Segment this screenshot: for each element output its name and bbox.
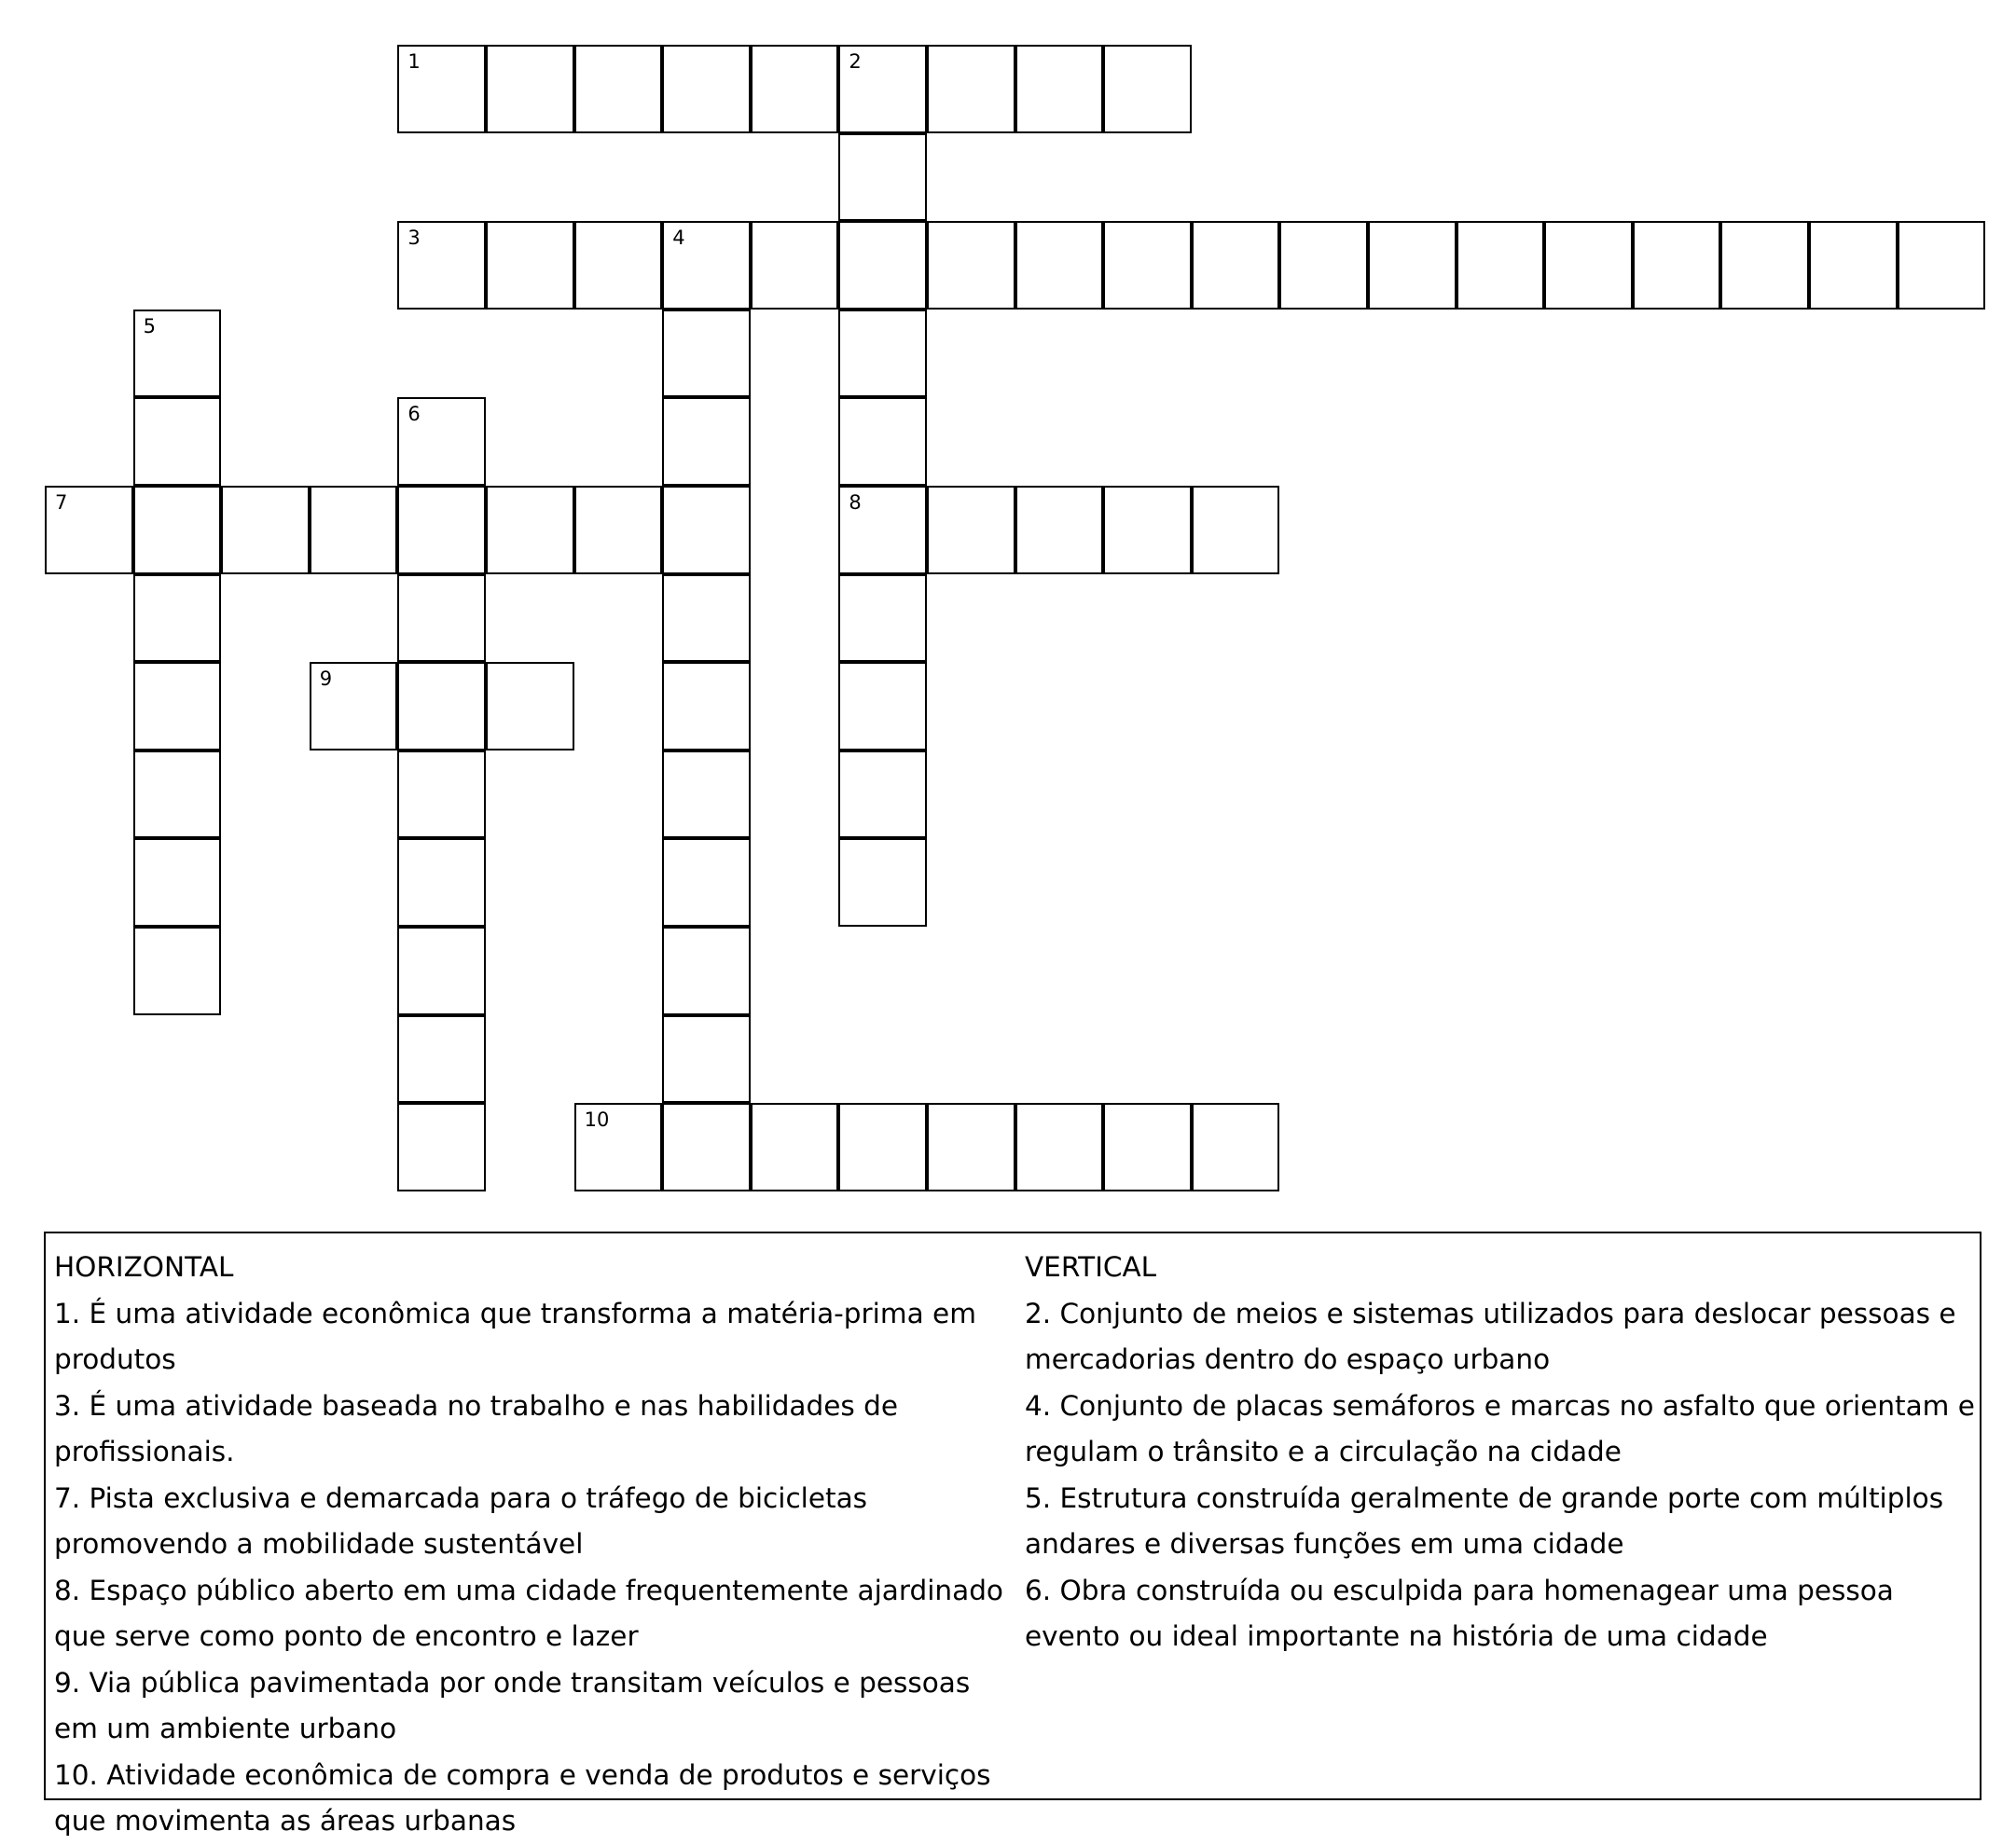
grid-cell[interactable] bbox=[397, 838, 486, 927]
grid-cell[interactable] bbox=[397, 1015, 486, 1104]
grid-cell[interactable] bbox=[838, 662, 927, 750]
grid-cell[interactable] bbox=[486, 662, 574, 750]
vertical-heading: VERTICAL bbox=[1025, 1251, 1157, 1283]
grid-cell[interactable] bbox=[838, 1103, 927, 1191]
grid-cell[interactable] bbox=[133, 574, 222, 663]
grid-cell[interactable] bbox=[133, 486, 222, 574]
grid-cell[interactable] bbox=[838, 45, 927, 133]
clue-number: 7 bbox=[55, 491, 68, 514]
grid-cell[interactable] bbox=[45, 486, 133, 574]
clue-horizontal-3: 3. É uma atividade baseada no trabalho e nas habilidades de profissionais. bbox=[54, 1389, 899, 1467]
grid-cell[interactable] bbox=[662, 397, 751, 486]
grid-cell[interactable] bbox=[1103, 221, 1192, 310]
grid-cell[interactable] bbox=[1720, 221, 1809, 310]
grid-cell[interactable] bbox=[1192, 221, 1280, 310]
grid-cell[interactable] bbox=[838, 397, 927, 486]
grid-cell[interactable] bbox=[574, 45, 663, 133]
grid-cell[interactable] bbox=[1368, 221, 1457, 310]
clue-vertical-2: 2. Conjunto de meios e sistemas utilizados para deslocar pessoas e mercadorias dentro do espaço urbano bbox=[1025, 1297, 1956, 1375]
clue-number: 3 bbox=[407, 227, 421, 250]
grid-cell[interactable] bbox=[1103, 45, 1192, 133]
grid-cell[interactable] bbox=[397, 927, 486, 1015]
grid-cell[interactable] bbox=[1633, 221, 1721, 310]
grid-cell[interactable] bbox=[133, 310, 222, 398]
grid-cell[interactable] bbox=[1103, 486, 1192, 574]
grid-cell[interactable] bbox=[751, 1103, 839, 1191]
grid-cell[interactable] bbox=[221, 486, 310, 574]
grid-cell[interactable] bbox=[1015, 45, 1104, 133]
grid-cell[interactable] bbox=[1015, 1103, 1104, 1191]
clue-horizontal-8: 8. Espaço público aberto em uma cidade frequentemente ajardinado que serve como ponto de encontro e lazer bbox=[54, 1574, 1003, 1652]
grid-cell[interactable] bbox=[1544, 221, 1633, 310]
clue-number: 4 bbox=[672, 227, 685, 250]
grid-cell[interactable] bbox=[1192, 486, 1280, 574]
grid-cell[interactable] bbox=[1279, 221, 1368, 310]
grid-cell[interactable] bbox=[397, 750, 486, 839]
grid-cell[interactable] bbox=[397, 221, 486, 310]
grid-cell[interactable] bbox=[662, 221, 751, 310]
grid-cell[interactable] bbox=[838, 310, 927, 398]
grid-cell[interactable] bbox=[574, 1103, 663, 1191]
grid-cell[interactable] bbox=[310, 486, 398, 574]
clue-number: 10 bbox=[584, 1108, 610, 1132]
horizontal-clues bbox=[54, 1245, 1015, 1845]
clue-horizontal-7: 7. Pista exclusiva e demarcada para o tráfego de bicicletas promovendo a mobilidade sustentável bbox=[54, 1481, 868, 1560]
grid-cell[interactable] bbox=[662, 45, 751, 133]
grid-cell[interactable] bbox=[310, 662, 398, 750]
clue-number: 8 bbox=[849, 491, 862, 514]
clue-number: 2 bbox=[849, 50, 862, 73]
grid-cell[interactable] bbox=[1809, 221, 1898, 310]
grid-cell[interactable] bbox=[838, 221, 927, 310]
grid-cell[interactable] bbox=[397, 486, 486, 574]
grid-cell[interactable] bbox=[838, 750, 927, 839]
grid-cell[interactable] bbox=[751, 45, 839, 133]
clue-vertical-5: 5. Estrutura construída geralmente de grande porte com múltiplos andares e diversas funções em uma cidade bbox=[1025, 1481, 1944, 1560]
grid-cell[interactable] bbox=[133, 662, 222, 750]
grid-cell[interactable] bbox=[838, 574, 927, 663]
clue-number: 9 bbox=[319, 668, 333, 691]
grid-cell[interactable] bbox=[838, 486, 927, 574]
clues-panel bbox=[44, 1232, 1981, 1837]
clue-number: 6 bbox=[407, 403, 421, 426]
grid-cell[interactable] bbox=[927, 45, 1015, 133]
grid-cell[interactable] bbox=[662, 662, 751, 750]
clue-number: 1 bbox=[407, 50, 421, 73]
grid-cell[interactable] bbox=[662, 1103, 751, 1191]
grid-cell[interactable] bbox=[1898, 221, 1986, 310]
grid-cell[interactable] bbox=[397, 1103, 486, 1191]
grid-cell[interactable] bbox=[397, 45, 486, 133]
grid-cell[interactable] bbox=[1457, 221, 1545, 310]
grid-cell[interactable] bbox=[133, 927, 222, 1015]
grid-cell[interactable] bbox=[1015, 486, 1104, 574]
grid-cell[interactable] bbox=[133, 750, 222, 839]
grid-cell[interactable] bbox=[927, 221, 1015, 310]
clue-horizontal-9: 9. Via pública pavimentada por onde transitam veículos e pessoas em um ambiente urbano bbox=[54, 1666, 971, 1744]
grid-cell[interactable] bbox=[662, 927, 751, 1015]
grid-cell[interactable] bbox=[486, 45, 574, 133]
grid-cell[interactable] bbox=[1015, 221, 1104, 310]
horizontal-heading: HORIZONTAL bbox=[54, 1251, 234, 1283]
grid-cell[interactable] bbox=[1103, 1103, 1192, 1191]
grid-cell[interactable] bbox=[662, 750, 751, 839]
vertical-clues bbox=[1025, 1245, 1976, 1660]
grid-cell[interactable] bbox=[574, 486, 663, 574]
grid-cell[interactable] bbox=[927, 1103, 1015, 1191]
grid-cell[interactable] bbox=[751, 221, 839, 310]
clue-horizontal-1: 1. É uma atividade econômica que transforma a matéria-prima em produtos bbox=[54, 1297, 976, 1375]
grid-cell[interactable] bbox=[574, 221, 663, 310]
grid-cell[interactable] bbox=[662, 838, 751, 927]
grid-cell[interactable] bbox=[486, 221, 574, 310]
grid-cell[interactable] bbox=[838, 133, 927, 222]
grid-cell[interactable] bbox=[133, 397, 222, 486]
grid-cell[interactable] bbox=[486, 486, 574, 574]
grid-cell[interactable] bbox=[133, 838, 222, 927]
grid-cell[interactable] bbox=[662, 1015, 751, 1104]
grid-cell[interactable] bbox=[662, 310, 751, 398]
grid-cell[interactable] bbox=[397, 574, 486, 663]
clue-vertical-6: 6. Obra construída ou esculpida para homenagear uma pessoa evento ou ideal importante na história de uma cidade bbox=[1025, 1574, 1894, 1652]
clue-vertical-4: 4. Conjunto de placas semáforos e marcas no asfalto que orientam e regulam o trânsito e a circulação na cidade bbox=[1025, 1389, 1975, 1467]
grid-cell[interactable] bbox=[927, 486, 1015, 574]
clue-horizontal-10: 10. Atividade econômica de compra e venda de produtos e serviços que movimenta as áreas urbanas bbox=[54, 1758, 991, 1837]
grid-cell[interactable] bbox=[662, 486, 751, 574]
grid-cell[interactable] bbox=[838, 838, 927, 927]
grid-cell[interactable] bbox=[662, 574, 751, 663]
grid-cell[interactable] bbox=[397, 662, 486, 750]
grid-cell[interactable] bbox=[397, 397, 486, 486]
clue-number: 5 bbox=[143, 314, 156, 337]
grid-cell[interactable] bbox=[1192, 1103, 1280, 1191]
